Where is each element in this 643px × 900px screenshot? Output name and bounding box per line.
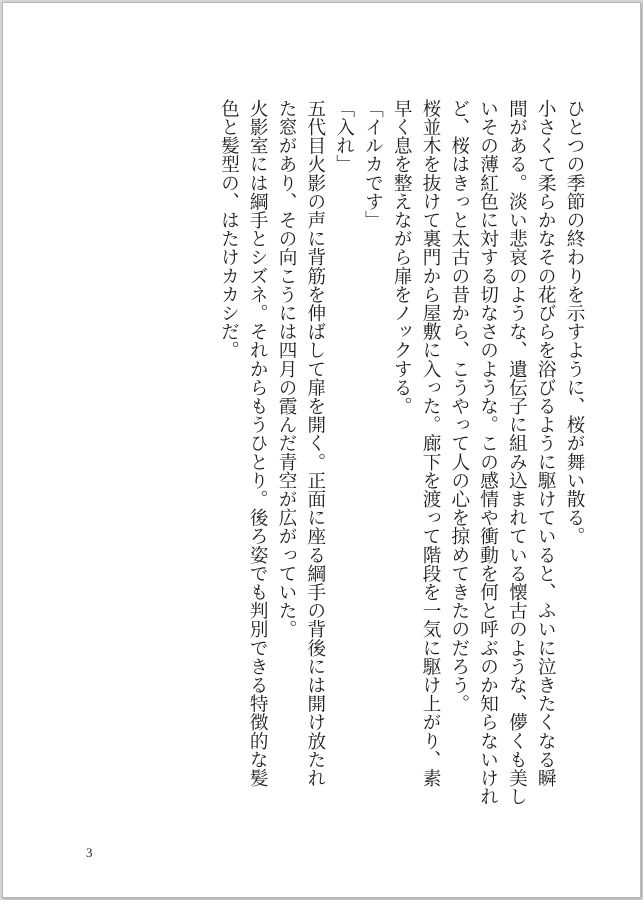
text-line: ひとつの季節の終わりを示すように、桜が舞い散る。 bbox=[564, 99, 585, 546]
text-line: 色と髪型の、はたけカカシだ。 bbox=[218, 99, 240, 360]
document-page bbox=[2, 2, 641, 898]
text-line: 「イルカです」 bbox=[362, 99, 384, 230]
text-line: ど、桜はきっと太古の昔から、こうやって人の心を掠めてきたのだろう。 bbox=[448, 99, 470, 713]
text-line: 桜並木を抜けて裏門から屋敷に入った。廊下を渡って階段を一気に駆け上がり、素 bbox=[420, 99, 442, 788]
page-number: 3 bbox=[86, 845, 93, 860]
text-line: 五代目火影の声に背筋を伸ばして扉を開く。正面に座る綱手の背後には開け放たれ bbox=[304, 99, 326, 788]
text-line: 「入れ」 bbox=[333, 99, 355, 174]
text-line: 早く息を整えながら扉をノックする。 bbox=[391, 99, 413, 416]
text-line: 火影室には綱手とシズネ。それからもうひとり。後ろ姿でも判別できる特徴的な髪 bbox=[247, 99, 269, 788]
text-line: いその薄紅色に対する切なさのような。この感情や衝動を何と呼ぶのか知らないけれ bbox=[477, 99, 499, 806]
text-line: 小さくて柔らかなその花びらを浴びるように駆けていると、ふいに泣きたくなる瞬 bbox=[535, 99, 557, 788]
vertical-body-text bbox=[68, 99, 588, 849]
text-line: た窓があり、その向こうには四月の霞んだ青空が広がっていた。 bbox=[276, 99, 298, 639]
text-line: 間がある。淡い悲哀のような、遺伝子に組み込まれている懐古のような、儚くも美し bbox=[506, 99, 528, 806]
